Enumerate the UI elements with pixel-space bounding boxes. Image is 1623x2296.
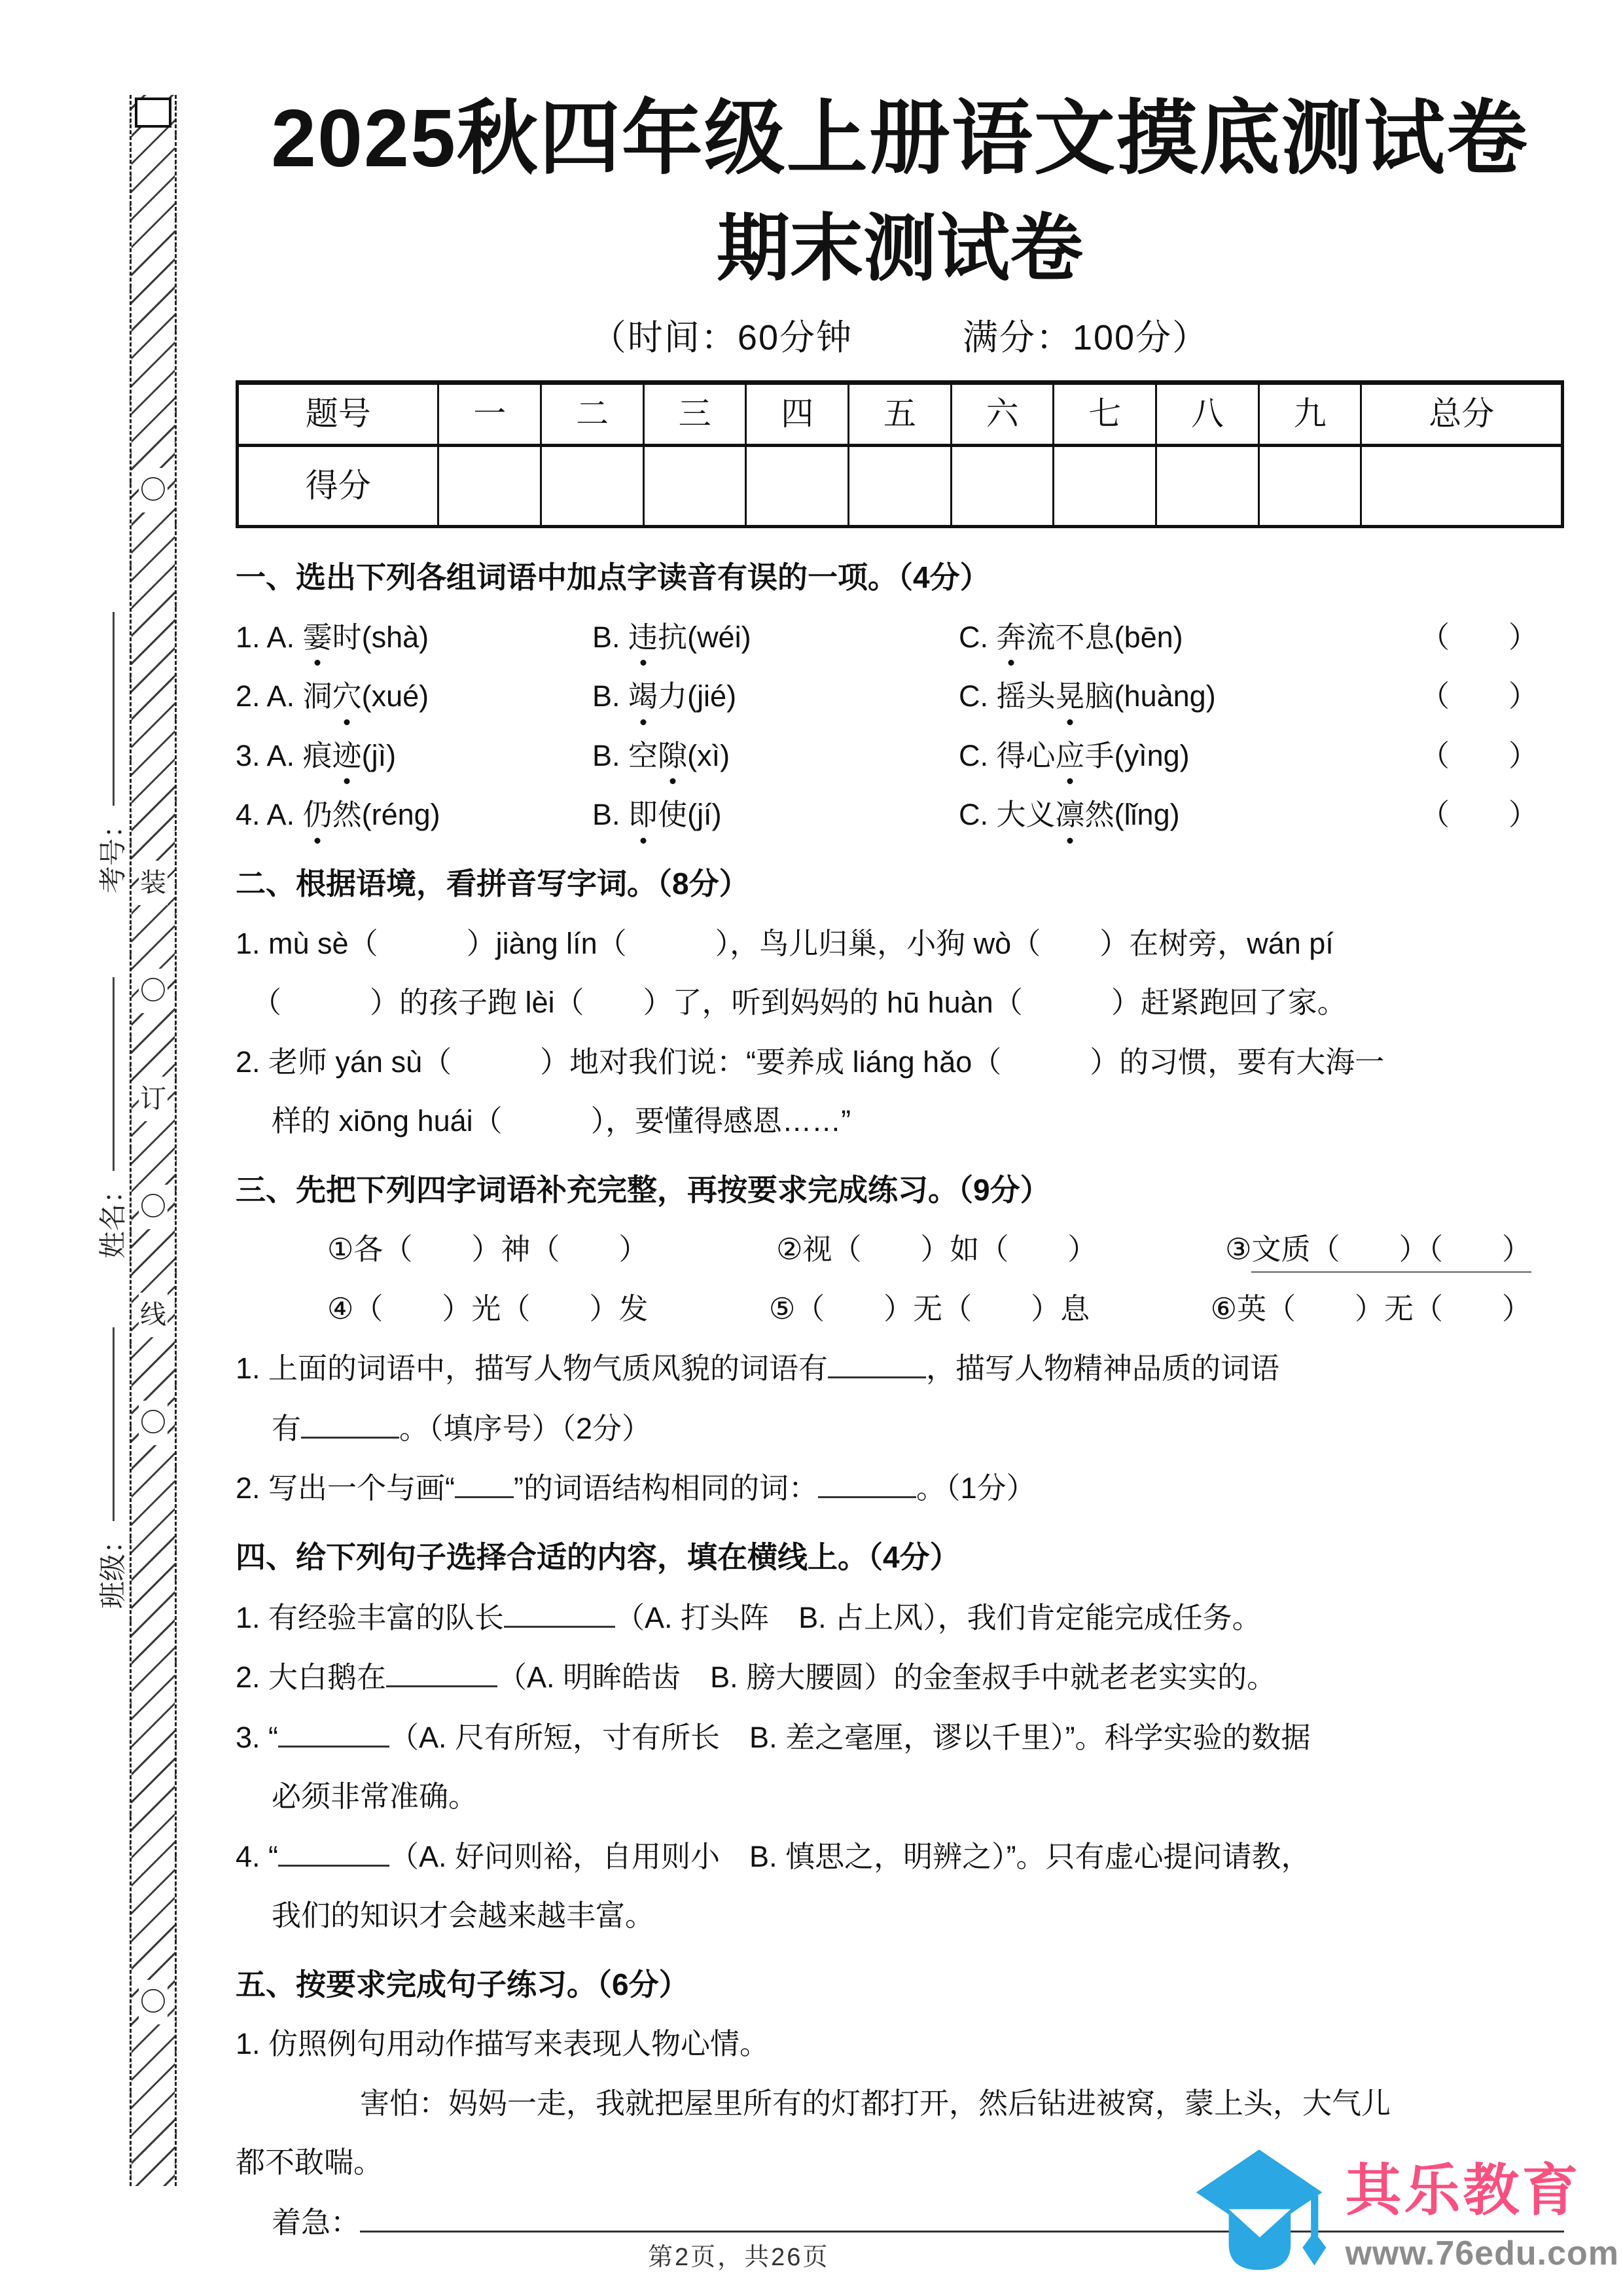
pinyin: (jié) <box>687 679 737 713</box>
score-cell <box>849 445 952 526</box>
class-blank <box>113 1327 115 1521</box>
score-cell <box>1258 445 1361 526</box>
section-1-title: 一、选出下列各组词语中加点字读音有误的一项。（4分） <box>236 560 990 594</box>
student-name-label: 姓名： <box>97 1175 128 1259</box>
s3-question-line: 有 。（填序号）（2分） <box>236 1409 1564 1448</box>
section-2-title: 二、根据语境，看拼音写字词。（8分） <box>236 866 749 901</box>
seal-label-student-name <box>95 977 132 1259</box>
s3-idiom-row <box>236 1230 1564 1269</box>
class-label: 班级： <box>97 1526 128 1609</box>
student-name-blank <box>113 977 115 1171</box>
seal-char-zhuang: 装 <box>139 861 168 905</box>
score-table-header-row <box>238 382 1563 445</box>
answer-blank <box>278 1718 389 1748</box>
page-title: 2025秋四年级上册语文摸底测试卷 <box>271 94 1529 184</box>
s3-question-line: 2. 写出一个与画“ ”的词语结构相同的词： 。（1分） <box>236 1469 1564 1508</box>
score-table-header-cell: 六 <box>951 382 1054 445</box>
option-label: C. <box>959 738 988 772</box>
score-table-header-cell: 一 <box>438 382 541 445</box>
dotted-word: 仍然 <box>303 798 362 831</box>
answer-blank <box>386 1658 497 1687</box>
answer-paren: （ ） <box>1419 679 1538 713</box>
dotted-word: 竭力 <box>628 679 687 713</box>
section-5-title: 五、按要求完成句子练习。（6分） <box>236 1967 689 2001</box>
s1-question-row <box>236 677 1564 716</box>
idiom-item: ①各（ ）神（ ） <box>327 1232 649 1266</box>
s5-example-line: 害怕：妈妈一走，我就把屋里所有的灯都打开，然后钻进被窝，蒙上头，大气儿 <box>360 2086 1391 2120</box>
option-label: C. <box>959 679 988 713</box>
score-cell <box>643 445 746 526</box>
seal-line-strip <box>130 95 177 2186</box>
score-table-header-cell: 五 <box>849 382 952 445</box>
score-table <box>236 380 1564 528</box>
answer-paren: （ ） <box>1419 620 1538 654</box>
prompt-label: 着急： <box>272 2205 361 2239</box>
score-cell <box>438 445 541 526</box>
dotted-word: 霎时 <box>303 620 362 654</box>
seal-label-class <box>95 1327 132 1609</box>
score-table-header-cell: 三 <box>643 382 746 445</box>
exam-meta: （时间：60分钟 满分：100分） <box>590 317 1209 357</box>
score-cell <box>1361 445 1563 526</box>
option-label: C. <box>959 798 988 832</box>
s5-question-line: 1. 仿照例句用动作描写来表现人物心情。 <box>236 2027 770 2061</box>
seal-circle: 〇 <box>139 1980 168 2024</box>
score-row-label: 得分 <box>238 445 438 526</box>
dotted-word: 违抗 <box>628 620 687 654</box>
s4-question-line: 3. “ （A. 尺有所短，寸有所长 B. 差之毫厘，谬以千里）”。科学实验的数据 <box>236 1718 1564 1757</box>
score-table-header-cell: 二 <box>541 382 644 445</box>
footer-page-number: 第2页，共26页 <box>648 2243 830 2271</box>
score-table-header-cell: 四 <box>746 382 849 445</box>
dotted-word: 空隙 <box>628 739 687 772</box>
pinyin: (shà) <box>361 620 429 654</box>
option-label: 4. A. <box>236 798 295 832</box>
score-cell <box>1156 445 1259 526</box>
score-table-score-row <box>238 445 1563 526</box>
dotted-word: 痕迹 <box>303 739 362 772</box>
option-label: B. <box>592 738 620 772</box>
page-subtitle: 期末测试卷 <box>717 207 1083 290</box>
pinyin: (huàng) <box>1114 679 1216 713</box>
score-table-header-cell: 八 <box>1156 382 1259 445</box>
seal-circle: 〇 <box>139 969 168 1013</box>
option-label: B. <box>592 798 620 832</box>
option-label: B. <box>592 679 620 713</box>
dotted-word: 奔流不息 <box>997 620 1115 654</box>
brand-name: 其乐教育 <box>1345 2159 1581 2223</box>
s1-question-row <box>236 619 1564 657</box>
option-label: 1. A. <box>236 620 295 654</box>
option-label: C. <box>959 620 988 654</box>
exam-number-blank <box>113 612 115 806</box>
dotted-word: 大义凛然 <box>997 798 1115 831</box>
pinyin: (yìng) <box>1114 738 1190 772</box>
s2-line: 2. 老师 yán sù（ ）地对我们说：“要养成 liáng hǎo（ ）的习惯，要有大海一 <box>236 1045 1385 1079</box>
dotted-word: 得心应手 <box>997 739 1115 772</box>
exam-number-label: 考号： <box>97 810 128 893</box>
dotted-word: 即使 <box>628 798 687 831</box>
idiom-item: ⑥英（ ）无（ ） <box>1210 1291 1531 1325</box>
answer-blank <box>828 1349 926 1378</box>
pinyin: (jí) <box>687 798 722 832</box>
pinyin: (xì) <box>687 738 730 772</box>
answer-blank <box>455 1469 514 1498</box>
s2-line: 样的 xiōng huái（ ），要懂得感恩……” <box>272 1104 851 1138</box>
brand-logo <box>1195 2139 1619 2293</box>
score-cell <box>746 445 849 526</box>
seal-circle: 〇 <box>139 1401 168 1445</box>
pinyin: (lǐng) <box>1114 798 1180 832</box>
section-3-title: 三、先把下列四字词语补充完整，再按要求完成练习。（9分） <box>236 1172 1050 1207</box>
pinyin: (bēn) <box>1114 620 1183 654</box>
pinyin: (jì) <box>361 738 397 772</box>
seal-char-ding: 订 <box>139 1077 168 1121</box>
s3-question-line: 1. 上面的词语中，描写人物气质风貌的词语有 ，描写人物精神品质的词语 <box>236 1349 1564 1388</box>
seal-circle: 〇 <box>139 1185 168 1229</box>
seal-label-exam-number <box>95 612 132 893</box>
pinyin: (xué) <box>361 679 429 713</box>
underlined-idiom: 文质（ ）（ ） <box>1251 1232 1531 1273</box>
seal-circle: 〇 <box>139 468 168 512</box>
pinyin: (wéi) <box>687 620 751 654</box>
idiom-item: ⑤（ ）无（ ）息 <box>768 1291 1090 1325</box>
answer-blank <box>278 1837 389 1867</box>
exam-content <box>236 0 1564 2242</box>
idiom-item: ②视（ ）如（ ） <box>776 1232 1097 1266</box>
s2-line: 1. mù sè（ ）jiàng lín（ ），鸟儿归巢，小狗 wò（ ）在树旁，wán pí <box>236 926 1334 960</box>
pinyin: (réng) <box>361 798 440 832</box>
s4-question-line: 2. 大白鹅在 （A. 明眸皓齿 B. 膀大腰圆）的金奎叔手中就老老实实的。 <box>236 1658 1564 1697</box>
s4-question-line: 我们的知识才会越来越丰富。 <box>272 1899 655 1933</box>
s3-idiom-row <box>236 1290 1564 1329</box>
brand-url: www.76edu.com <box>1345 2234 1619 2272</box>
s2-line: （ ）的孩子跑 lèi（ ）了，听到妈妈的 hū huàn（ ）赶紧跑回了家。 <box>252 986 1347 1020</box>
idiom-item: ④（ ）光（ ）发 <box>327 1291 649 1325</box>
score-table-header-cell: 七 <box>1054 382 1156 445</box>
dotted-word: 洞穴 <box>303 679 362 713</box>
answer-blank <box>818 1469 916 1498</box>
score-table-header-cell: 题号 <box>238 382 438 445</box>
s4-question-line: 4. “ （A. 好问则裕，自用则小 B. 慎思之，明辨之）”。只有虚心提问请教， <box>236 1837 1564 1876</box>
score-cell <box>951 445 1054 526</box>
section-4-title: 四、给下列句子选择合适的内容，填在横线上。（4分） <box>236 1539 960 1574</box>
score-cell <box>1054 445 1156 526</box>
seal-char-xian: 线 <box>139 1293 168 1337</box>
score-table-header-cell: 九 <box>1258 382 1361 445</box>
s1-question-row <box>236 796 1564 834</box>
graduation-cap-icon <box>1195 2139 1336 2293</box>
answer-blank <box>504 1598 615 1628</box>
option-label: B. <box>592 620 620 654</box>
answer-blank <box>301 1409 399 1439</box>
option-label: 2. A. <box>236 679 295 713</box>
s4-question-line: 1. 有经验丰富的队长 （A. 打头阵 B. 占上风），我们肯定能完成任务。 <box>236 1598 1564 1638</box>
answer-paren: （ ） <box>1419 798 1538 832</box>
score-table-header-cell: 总分 <box>1361 382 1563 445</box>
seal-strip-top-box <box>135 98 171 128</box>
option-label: 3. A. <box>236 738 295 772</box>
idiom-item: ③文质（ ）（ ） <box>1225 1230 1531 1269</box>
score-cell <box>541 445 644 526</box>
answer-paren: （ ） <box>1419 738 1538 772</box>
s1-question-row <box>236 737 1564 776</box>
dotted-word: 摇头晃脑 <box>997 679 1115 713</box>
s4-question-line: 必须非常准确。 <box>272 1780 478 1814</box>
s5-example-line: 都不敢喘。 <box>236 2145 383 2179</box>
